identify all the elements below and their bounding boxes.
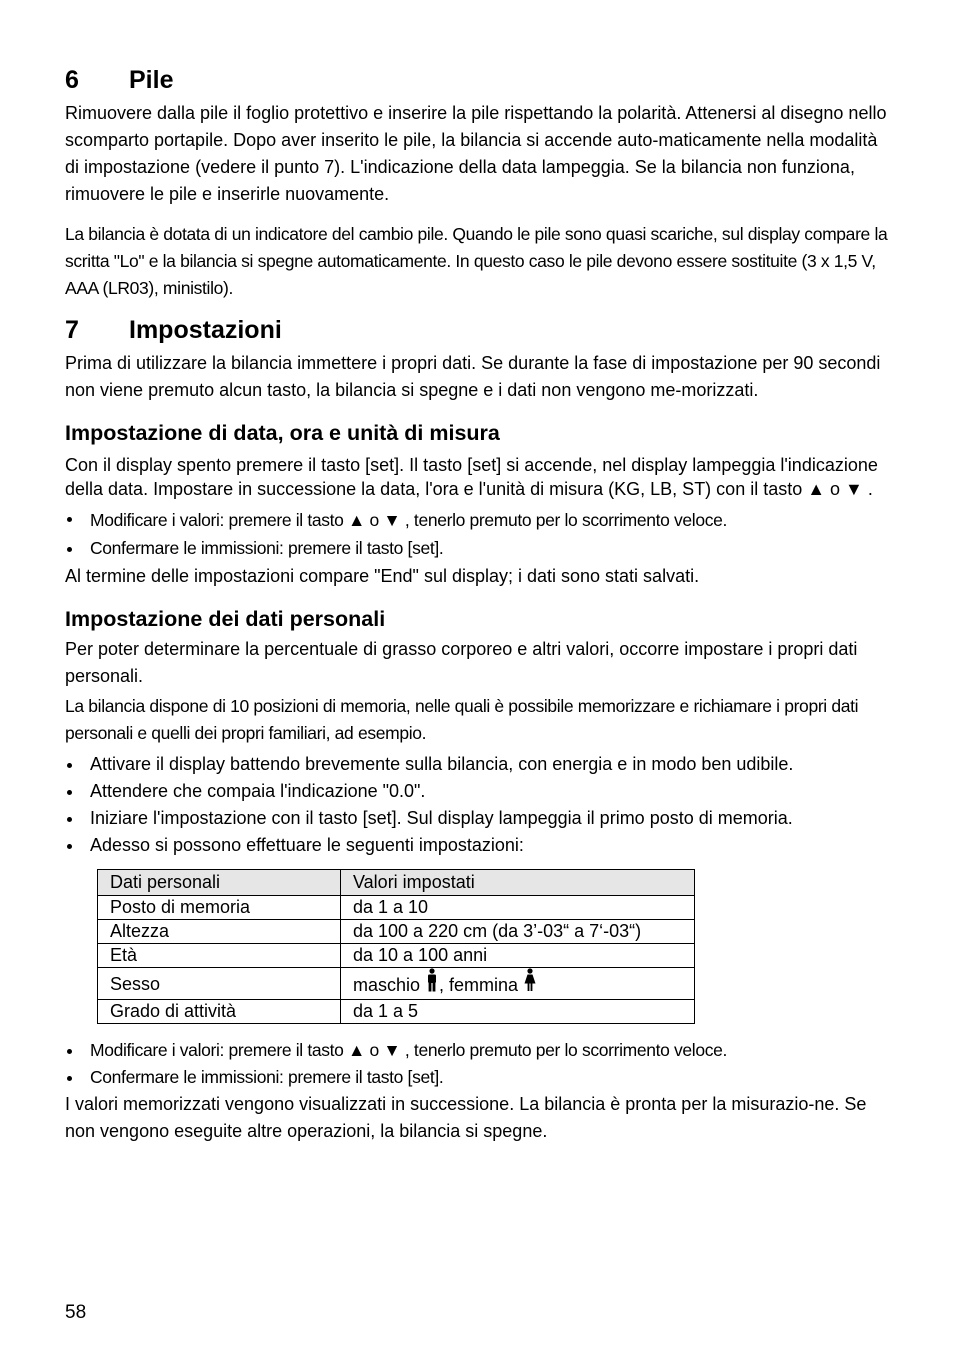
document-page [65,60,895,1145]
paragraph: Al termine delle impostazioni compare "End" sul display; i dati sono stati salvati. [65,566,700,586]
table-cell: da 10 a 100 anni [341,944,695,968]
list-item: Adesso si possono effettuare le seguenti impostazioni: [65,832,895,859]
table-cell: da 1 a 5 [341,1000,695,1024]
paragraph: Con il display spento premere il tasto [set]. Il tasto [set] si accende, nel display lampeggia l'indicazione della data. Impostare in successione la data, l'ora e l'unità di misura (KG, LB, ST) con il tasto ▲ o ▼ . [65,455,878,499]
male-person-icon [425,968,439,992]
personal-data-table [97,869,695,1024]
table-cell: Età [98,944,341,968]
paragraph: I valori memorizzati vengono visualizzati in successione. La bilancia è pronta per la misurazio-ne. Se non vengono eseguite altre operazioni, la bilancia si spegne. [65,1094,867,1141]
paragraph: Prima di utilizzare la bilancia immettere i propri dati. Se durante la fase di impostazione per 90 secondi non viene premuto alcun tasto, la bilancia si spegne e i dati non vengono me-morizzati. [65,353,881,400]
table-row [98,920,695,944]
section-title: Pile [129,66,174,94]
table-cell: Altezza [98,920,341,944]
table-row [98,944,695,968]
table-cell: da 1 a 10 [341,896,695,920]
list-item: Modificare i valori: premere il tasto ▲ o ▼ , tenerlo premuto per lo scorrimento veloce. [65,1037,895,1064]
table-cell: Sesso [98,968,341,1000]
female-label: , femmina [439,975,519,995]
section-number: 6 [65,66,79,94]
table-header-row [98,870,695,896]
list-item: Iniziare l'impostazione con il tasto [set]. Sul display lampeggia il primo posto di memoria. [65,805,895,832]
list-item: Confermare le immissioni: premere il tasto [set]. [65,1064,895,1091]
paragraph: Per poter determinare la percentuale di grasso corporeo e altri valori, occorre impostare i propri dati personali. [65,639,858,686]
list-item: Attendere che compaia l'indicazione "0.0". [65,778,895,805]
table-row [98,1000,695,1024]
bullet-list [65,1037,895,1091]
section-title: Impostazioni [129,316,282,344]
subsection-heading: Impostazione dei dati personali [65,607,386,631]
table-cell-sex [341,968,695,1000]
table-row [98,968,695,1000]
paragraph: Rimuovere dalla pile il foglio protettivo e inserire la pile rispettando la polarità. Attenersi al disegno nello scomparto portapile. Dopo aver inserito le pile, la bilancia si accende auto-maticamente nella modalità di impostazione (vedere il punto 7). L'indicazione della data lampeggia. Se la bilancia non funziona, rimuovere le pile e inserirle nuovamente. [65,103,887,204]
table-cell: Grado di attività [98,1000,341,1024]
list-item: Attivare il display battendo brevemente sulla bilancia, con energia e in modo ben udibile. [65,751,895,778]
female-person-icon [523,968,537,992]
section-number: 7 [65,316,79,344]
male-label: maschio [353,975,421,995]
bullet-list [65,751,895,859]
subsection-heading: Impostazione di data, ora e unità di misura [65,421,500,445]
table-header-cell: Dati personali [98,870,341,896]
table-cell: da 100 a 220 cm (da 3’-03“ a 7‘-03“) [341,920,695,944]
paragraph: La bilancia dispone di 10 posizioni di memoria, nelle quali è possibile memorizzare e richiamare i propri dati personali e quelli dei propri familiari, ad esempio. [65,696,859,743]
paragraph: La bilancia è dotata di un indicatore del cambio pile. Quando le pile sono quasi scariche, sul display compare la scritta "Lo" e la bilancia si spegne automaticamente. In questo caso le pile devono essere sostituite (3 x 1,5 V, AAA (LR03), ministilo). [65,224,888,298]
list-item: Confermare le immissioni: premere il tasto [set]. [65,535,895,561]
bullet-list [65,505,895,561]
page-number: 58 [65,1302,87,1323]
section-6-heading [65,60,895,100]
table-row [98,896,695,920]
list-item: Modificare i valori: premere il tasto ▲ o ▼ , tenerlo premuto per lo scorrimento veloce. [65,505,895,535]
table-cell: Posto di memoria [98,896,341,920]
section-7-heading [65,310,895,350]
table-header-cell: Valori impostati [341,870,695,896]
